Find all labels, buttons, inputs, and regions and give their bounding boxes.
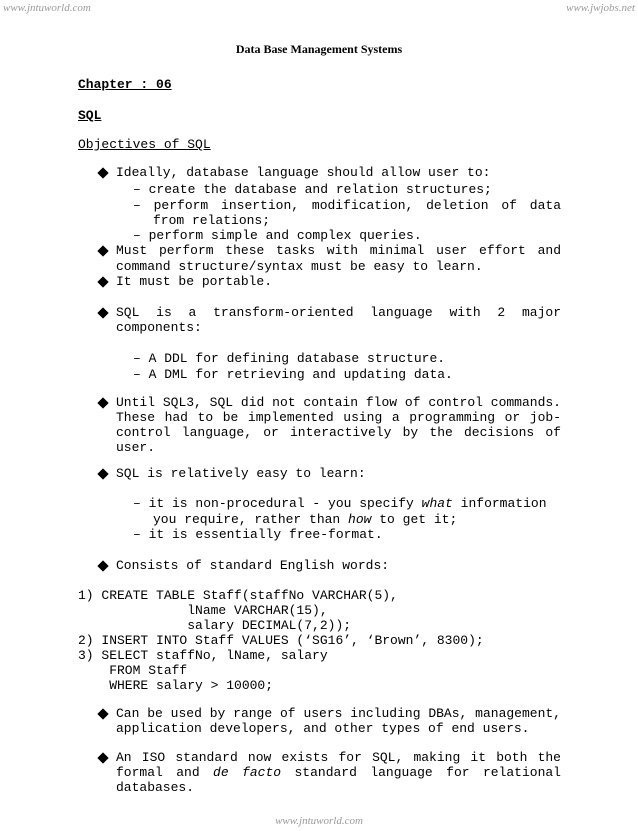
code-line: salary DECIMAL(7,2));: [78, 618, 352, 633]
bullet-9-line-1: An ISO standard now exists for SQL, making it both the: [116, 750, 561, 765]
code-line: WHERE salary > 10000;: [78, 678, 274, 693]
bullet-2-line-2: command structure/syntax must be easy to learn.: [116, 259, 483, 274]
bullet-5-line-2: These had to be implemented using a programming or job-: [116, 410, 561, 425]
watermark-top-left: www.jntuworld.com: [3, 2, 91, 14]
bullet-4-item-2: – A DML for retrieving and updating data.: [133, 367, 453, 382]
bullet-7-text: Consists of standard English words:: [116, 558, 390, 573]
bullet-1-item-1: – create the database and relation structures;: [133, 182, 492, 197]
bullet-6-item-2: – it is essentially free-format.: [133, 527, 383, 542]
diamond-bullet-icon: [97, 468, 108, 479]
diamond-bullet-icon: [97, 560, 108, 571]
bullet-2-line-1: Must perform these tasks with minimal user effort and: [116, 243, 561, 258]
bullet-6-item-1: – it is non-procedural - you specify what information: [133, 496, 547, 511]
bullet-6-item-1-cont: you require, rather than how to get it;: [153, 512, 458, 527]
bullet-4-item-1: – A DDL for defining database structure.: [133, 351, 446, 366]
bullet-5-line-3: control language, or interactively by the decisions of: [116, 425, 561, 440]
subsection-heading: Objectives of SQL: [78, 137, 211, 152]
code-line: FROM Staff: [78, 663, 188, 678]
bullet-4-line-2: components:: [116, 320, 202, 335]
diamond-bullet-icon: [97, 245, 108, 256]
watermark-top-right: www.jwjobs.net: [566, 2, 635, 14]
bullet-8-line-2: application developers, and other types of end users.: [116, 721, 530, 736]
bullet-8-line-1: Can be used by range of users including DBAs, management,: [116, 706, 561, 721]
bullet-4-line-1: SQL is a transform-oriented language with 2 major: [116, 305, 561, 320]
bullet-5-line-1: Until SQL3, SQL did not contain flow of control commands.: [116, 395, 561, 410]
bullet-3-text: It must be portable.: [116, 274, 273, 289]
bullet-1-item-3: – perform simple and complex queries.: [133, 228, 422, 243]
bullet-1-item-2-cont: from relations;: [153, 213, 271, 228]
bullet-1-item-2: – perform insertion, modification, deletion of data: [133, 198, 561, 213]
diamond-bullet-icon: [97, 752, 108, 763]
bullet-9-line-2: formal and de facto standard language for relational: [116, 765, 561, 780]
diamond-bullet-icon: [97, 708, 108, 719]
bullet-1-text: Ideally, database language should allow user to:: [116, 165, 491, 180]
diamond-bullet-icon: [97, 167, 108, 178]
code-line: 2) INSERT INTO Staff VALUES (‘SG16’, ‘Brown’, 8300);: [78, 633, 484, 648]
code-line: 1) CREATE TABLE Staff(staffNo VARCHAR(5),: [78, 588, 398, 603]
diamond-bullet-icon: [97, 276, 108, 287]
bullet-6-text: SQL is relatively easy to learn:: [116, 466, 366, 481]
section-heading: SQL: [78, 108, 102, 123]
chapter-heading: Chapter : 06: [78, 77, 172, 92]
code-line: 3) SELECT staffNo, lName, salary: [78, 648, 328, 663]
page-title: Data Base Management Systems: [235, 42, 403, 56]
code-line: lName VARCHAR(15),: [78, 603, 328, 618]
diamond-bullet-icon: [97, 397, 108, 408]
diamond-bullet-icon: [97, 307, 108, 318]
watermark-bottom: www.jntuworld.com: [275, 815, 363, 827]
bullet-9-line-3: databases.: [116, 780, 195, 795]
bullet-5-line-4: user.: [116, 440, 156, 455]
